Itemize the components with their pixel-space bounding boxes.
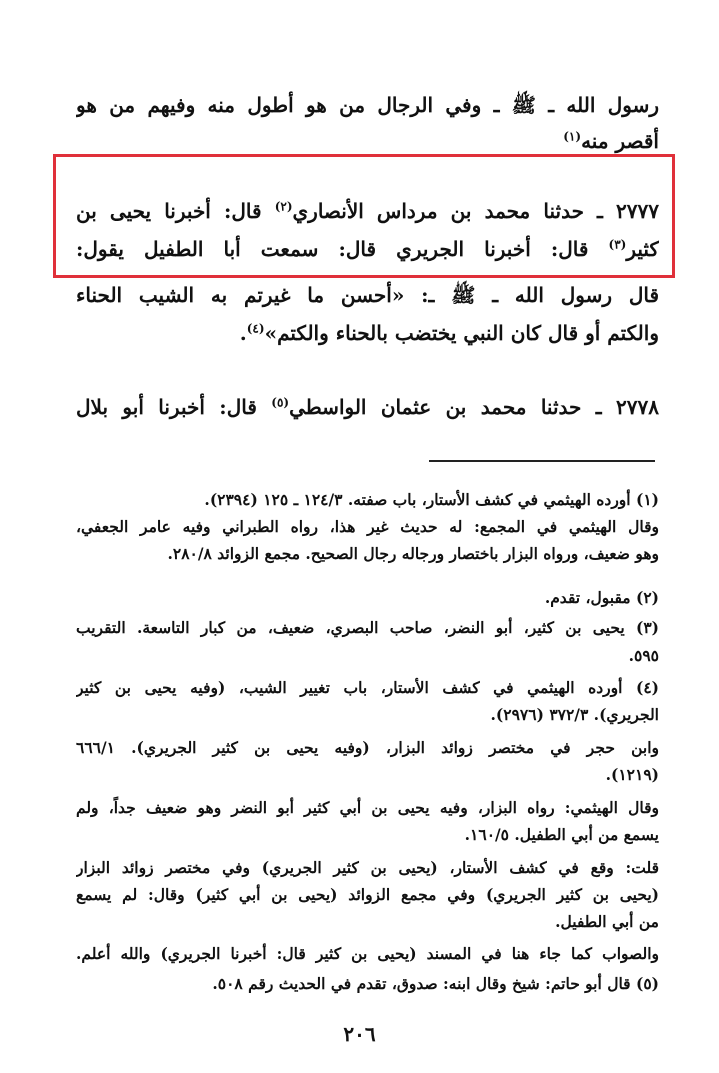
footnote-5-line-1: (٥) قال أبو حاتم: شيخ وقال ابنه: صدوق، تقدم في الحديث رقم ٥٠٨. bbox=[212, 974, 659, 993]
footnote-ref-1: (١) bbox=[563, 129, 582, 144]
continuation-line-2: أقصر منه$^{(١)}$ bbox=[563, 129, 659, 153]
hadith-2778-number: ٢٧٧٨ bbox=[616, 395, 659, 419]
continuation-line-1: رسول الله ـ ﷺ ـ وفي الرجال من هو أطول منه وفيهم من هو bbox=[76, 93, 659, 117]
footnote-1-line-2: وقال الهيثمي في المجمع: له حديث غير هذا، رواه الطبراني وفيه عامر الجعفي، bbox=[76, 517, 659, 536]
hadith-2777-line-2: كثير$^{(٣)}$ قال: أخبرنا الجريري قال: سمعت أبا الطفيل يقول: bbox=[76, 237, 659, 261]
footnote-4-line-6: يسمع من أبي الطفيل. ١٦٠/٥. bbox=[464, 825, 659, 844]
page-number: ٢٠٦ bbox=[343, 1022, 376, 1046]
footnote-4-line-3: وابن حجر في مختصر زوائد البزار، (وفيه يحيى بن كثير الجريري). ٦٦٦/١ bbox=[76, 738, 659, 757]
footnote-divider bbox=[429, 460, 655, 462]
footnote-3-line-2: ٥٩٥. bbox=[628, 646, 659, 665]
footnote-4-line-4: (١٢١٩). bbox=[605, 765, 659, 784]
footnote-4-line-9: من أبي الطفيل. bbox=[555, 912, 659, 931]
footnote-4-line-5: وقال الهيثمي: رواه البزار، وفيه يحيى بن أبي كثير أبو النضر وهو ضعيف جداً، ولم bbox=[76, 798, 659, 817]
hadith-2777-line-4: والكتم أو قال كان النبي يختضب بالحناء والكتم»$^{(٤)}$. bbox=[239, 321, 659, 345]
hadith-2777-line-3: قال رسول الله ـ ﷺ ـ: «أحسن ما غيرتم به الشيب الحناء bbox=[76, 283, 659, 307]
footnote-1-line-1: (١) أورده الهيثمي في كشف الأستار، باب صفته. ١٢٤/٣ ـ ١٢٥ (٢٣٩٤). bbox=[204, 490, 659, 509]
hadith-2777-line-1: ٢٧٧٧ ـ حدثنا محمد بن مرداس الأنصاري$^{(٢)}$ قال: أخبرنا يحيى بن bbox=[76, 199, 659, 223]
footnote-3-line-1: (٣) يحيى بن كثير، أبو النضر، صاحب البصري، ضعيف، من كبار التاسعة. التقريب bbox=[76, 618, 659, 637]
hadith-2778-line-1: ٢٧٧٨ ـ حدثنا محمد بن عثمان الواسطي$^{(٥)}$ قال: أخبرنا أبو بلال bbox=[76, 395, 659, 419]
footnote-1-line-3: وهو ضعيف، ورواه البزار باختصار ورجاله رجال الصحيح. مجمع الزوائد ٢٨٠/٨. bbox=[167, 544, 659, 563]
footnote-2-line-1: (٢) مقبول، تقدم. bbox=[544, 588, 659, 607]
footnote-ref-5: (٥) bbox=[271, 395, 290, 410]
footnote-4-line-7: قلت: وقع في كشف الأستار، (يحيى بن كثير الجريري) وفي مختصر زوائد البزار bbox=[76, 858, 659, 877]
footnote-ref-3: (٣) bbox=[608, 237, 627, 252]
footnote-4-line-2: الجريري). ٣٧٢/٣ (٢٩٧٦). bbox=[490, 705, 659, 724]
footnote-4-line-8: (يحيى بن كثير الجريري) وفي مجمع الزوائد (يحيى بن أبي كثير) وقال: لم يسمع bbox=[76, 885, 659, 904]
footnote-ref-2: (٢) bbox=[274, 199, 293, 214]
hadith-2777-number: ٢٧٧٧ bbox=[616, 199, 659, 223]
footnote-4-line-10: والصواب كما جاء هنا في المسند (يحيى بن كثير قال: أخبرنا الجريري) والله أعلم. bbox=[76, 944, 659, 963]
footnote-ref-4: (٤) bbox=[246, 321, 265, 336]
footnote-4-line-1: (٤) أورده الهيثمي في كشف الأستار، باب تغيير الشيب، (وفيه يحيى بن كثير bbox=[76, 678, 659, 697]
